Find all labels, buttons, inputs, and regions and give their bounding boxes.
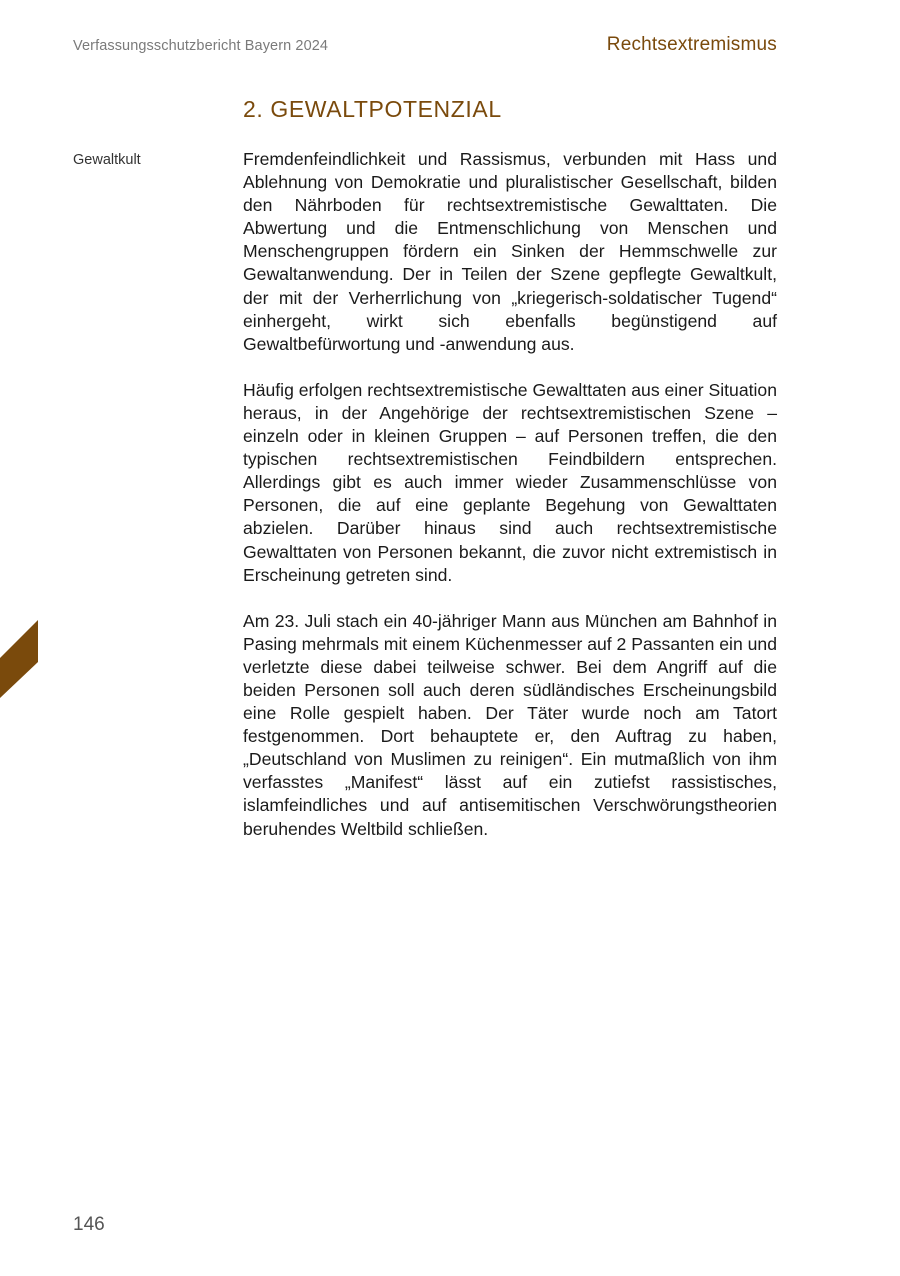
running-header-section: Rechtsextremismus <box>606 34 777 55</box>
body-text <box>243 148 777 864</box>
paragraph-1: Fremdenfeindlichkeit und Rassismus, verbunden mit Hass und Ablehnung von Demokratie und pluralistischer Gesellschaft, bilden den Nährboden für rechtsextremistische Gewalttaten. Die Abwertung und die Entmenschlichung von Menschen und Menschengruppen fördern ein Sinken der Hemmschwelle zur Gewaltanwendung. Der in Teilen der Szene gepflegte Gewaltkult, der mit der Verherrlichung von „kriegerisch-soldatischer Tugend“ einhergeht, wirkt sich ebenfalls begünstigend auf Gewaltbefürwortung und -anwendung aus. <box>243 149 777 354</box>
page-number: 146 <box>73 1214 105 1235</box>
paragraph-2: Häufig erfolgen rechtsextremistische Gewalttaten aus einer Situation heraus, in der Angehörige der rechtsextremistischen Szene – einzeln oder in kleinen Gruppen – auf Personen treffen, die den typischen rechtsextremistischen Feindbildern entsprechen. Allerdings gibt es auch immer wieder Zusammenschlüsse von Personen, die auf eine geplante Begehung von Gewalttaten abzielen. Darüber hinaus sind auch rechtsextremistische Gewalttaten von Personen bekannt, die zuvor nicht extremistisch in Erscheinung getreten sind. <box>243 379 777 585</box>
margin-note: Gewaltkult <box>73 152 141 168</box>
paragraph-3: Am 23. Juli stach ein 40-jähriger Mann aus München am Bahnhof in Pasing mehrmals mit einem Küchenmesser auf 2 Passanten ein und verletzte diese dabei teilweise schwer. Bei dem Angriff auf die beiden Personen soll auch deren südländisches Erscheinungsbild eine Rolle gespielt haben. Der Täter wurde noch am Tatort festgenommen. Dort behauptete er, den Auftrag zu haben, „Deutschland von Muslimen zu reinigen“. Ein mutmaßlich von ihm verfasstes „Manifest“ lässt auf ein zutiefst rassistisches, islamfeindliches und auf antisemitischen Verschwörungstheorien beruhendes Weltbild schließen. <box>243 610 777 839</box>
running-header-publication: Verfassungsschutzbericht Bayern 2024 <box>73 38 329 54</box>
chapter-tab-marker <box>0 620 38 698</box>
chapter-heading: 2. GEWALTPOTENZIAL <box>243 96 502 122</box>
